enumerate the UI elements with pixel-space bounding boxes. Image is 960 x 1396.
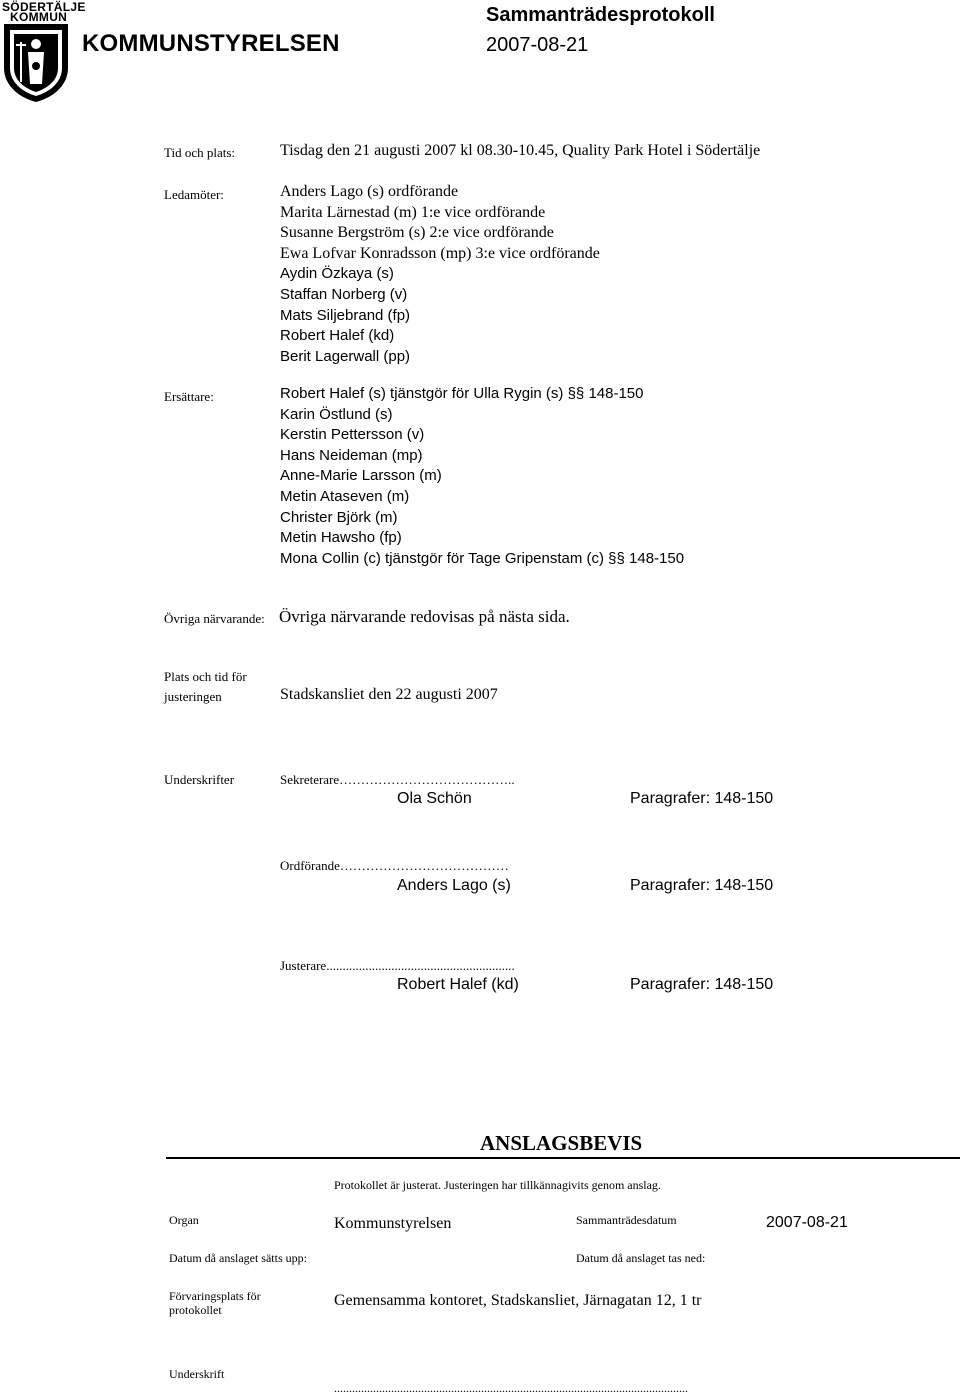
organ-value: Kommunstyrelsen bbox=[334, 1215, 452, 1232]
adjust-value: Stadskansliet den 22 augusti 2007 bbox=[280, 686, 498, 703]
storage-label-1: Förvaringsplats för bbox=[169, 1289, 261, 1303]
list-item: Anders Lago (s) ordförande bbox=[280, 183, 459, 200]
list-item: Mona Collin (c) tjänstgör för Tage Gripenstam (c) §§ 148-150 bbox=[280, 549, 685, 567]
posted-label: Datum då anslaget sätts upp: bbox=[169, 1251, 307, 1265]
list-item: Mats Siljebrand (fp) bbox=[280, 306, 411, 324]
adjuster-line: Justerare.......................................................... bbox=[280, 958, 515, 973]
secretary-line: Sekreterare………………………………….. bbox=[280, 772, 515, 787]
list-item: Metin Ataseven (m) bbox=[280, 487, 410, 505]
list-item: Staffan Norberg (v) bbox=[280, 285, 408, 303]
notice-divider bbox=[166, 1157, 960, 1159]
list-item: Metin Hawsho (fp) bbox=[280, 529, 402, 547]
removed-label: Datum då anslaget tas ned: bbox=[576, 1251, 706, 1265]
list-item: Hans Neideman (mp) bbox=[280, 446, 423, 464]
adjuster-name: Robert Halef (kd) bbox=[397, 976, 519, 993]
signature-label: Underskrift bbox=[169, 1367, 225, 1381]
list-item: Susanne Bergström (s) 2:e vice ordförande bbox=[280, 224, 554, 242]
storage-label-2: protokollet bbox=[169, 1303, 222, 1317]
logo-line-1: SÖDERTÄLJE bbox=[2, 0, 86, 14]
list-item: Christer Björk (m) bbox=[280, 508, 398, 526]
secretary-paragraphs: Paragrafer: 148-150 bbox=[630, 790, 774, 807]
signature-line: ...................................................................................................................... bbox=[334, 1381, 688, 1395]
list-item: Robert Halef (kd) bbox=[280, 327, 395, 345]
signatures-label: Underskrifter bbox=[164, 772, 235, 787]
meeting-date-label: Sammanträdesdatum bbox=[576, 1213, 677, 1227]
coat-of-arms-icon bbox=[2, 22, 70, 104]
time-place-label: Tid och plats: bbox=[164, 145, 236, 160]
organ-label: Organ bbox=[169, 1213, 199, 1227]
list-item: Marita Lärnestad (m) 1:e vice ordförande bbox=[280, 203, 546, 221]
adjuster-paragraphs: Paragrafer: 148-150 bbox=[630, 976, 774, 993]
chair-paragraphs: Paragrafer: 148-150 bbox=[630, 877, 774, 894]
notice-title: ANSLAGSBEVIS bbox=[480, 1131, 643, 1155]
logo-line-2: KOMMUN bbox=[10, 10, 68, 24]
substitutes-list bbox=[280, 384, 684, 569]
list-item: Ewa Lofvar Konradsson (mp) 3:e vice ordförande bbox=[280, 244, 600, 262]
storage-value: Gemensamma kontoret, Stadskansliet, Järnagatan 12, 1 tr bbox=[334, 1292, 702, 1309]
list-item: Karin Östlund (s) bbox=[280, 405, 393, 423]
logo-name: KOMMUNSTYRELSEN bbox=[82, 30, 340, 57]
notice-intro: Protokollet är justerat. Justeringen har tillkännagivits genom anslag. bbox=[334, 1178, 661, 1192]
list-item: Aydin Özkaya (s) bbox=[280, 265, 394, 283]
members-label: Ledamöter: bbox=[164, 187, 224, 202]
document-title: Sammanträdesprotokoll bbox=[486, 4, 715, 26]
substitutes-label: Ersättare: bbox=[164, 389, 214, 404]
document-date: 2007-08-21 bbox=[486, 34, 589, 56]
adjust-label-2: justeringen bbox=[164, 689, 222, 704]
list-item: Berit Lagerwall (pp) bbox=[280, 347, 411, 365]
adjust-label-1: Plats och tid för bbox=[164, 669, 247, 684]
meeting-date-value: 2007-08-21 bbox=[766, 1214, 848, 1231]
chair-name: Anders Lago (s) bbox=[397, 877, 511, 894]
secretary-name: Ola Schön bbox=[397, 790, 472, 807]
list-item: Kerstin Pettersson (v) bbox=[280, 426, 425, 444]
list-item: Anne-Marie Larsson (m) bbox=[280, 467, 442, 485]
members-list bbox=[280, 182, 600, 367]
others-label: Övriga närvarande: bbox=[164, 611, 265, 626]
chair-line: Ordförande………………………………… bbox=[280, 858, 509, 873]
list-item: Robert Halef (s) tjänstgör för Ulla Rygin (s) §§ 148-150 bbox=[280, 385, 644, 402]
others-value: Övriga närvarande redovisas på nästa sida. bbox=[279, 607, 570, 626]
time-place-value: Tisdag den 21 augusti 2007 kl 08.30-10.45, Quality Park Hotel i Södertälje bbox=[280, 142, 761, 159]
